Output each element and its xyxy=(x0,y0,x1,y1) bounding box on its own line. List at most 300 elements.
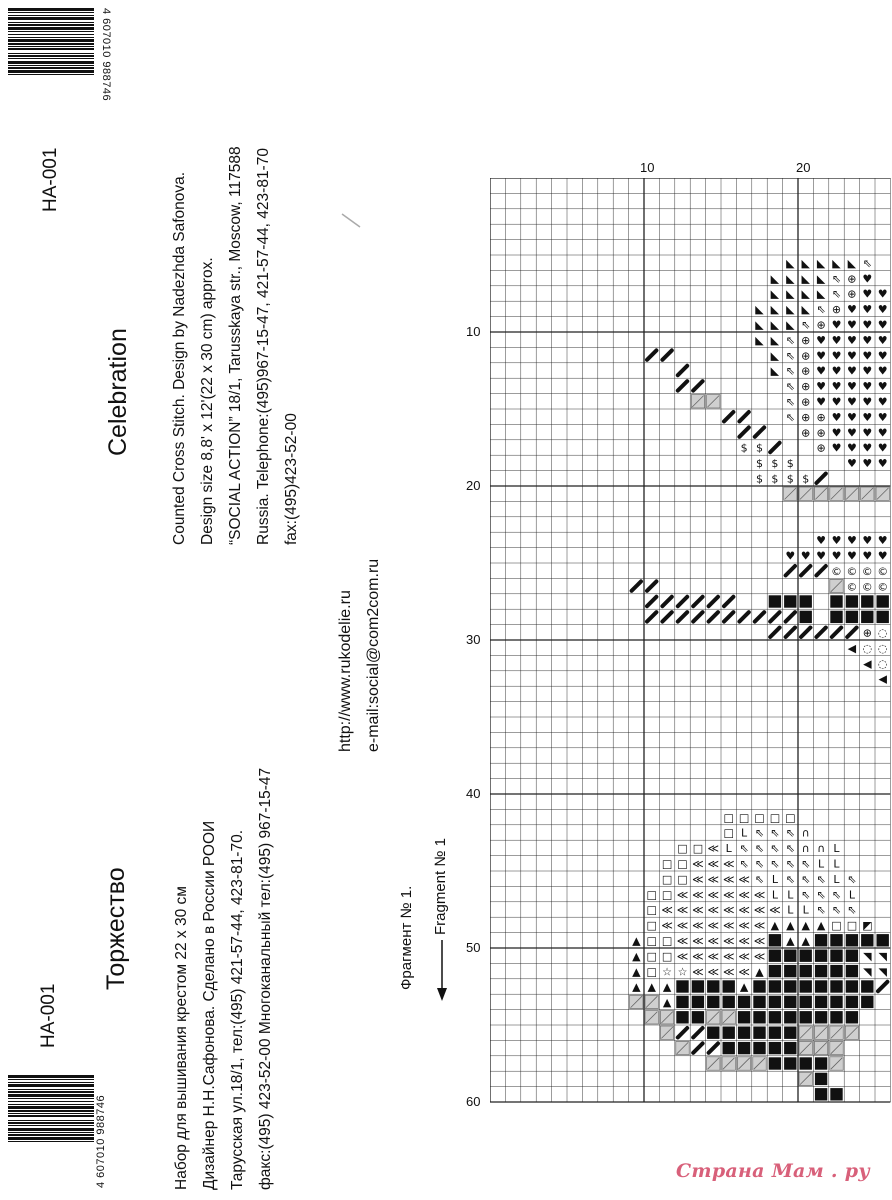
stitch-symbol: ♥ xyxy=(846,549,857,563)
stitch-symbol: ⊕ xyxy=(847,287,857,301)
stitch-solid xyxy=(800,1057,812,1069)
stitch-symbol: ⇖ xyxy=(831,287,842,301)
stitch-symbol: ▲ xyxy=(632,949,641,963)
stitch-symbol: ◥ xyxy=(878,949,887,963)
stitch-symbol: ♥ xyxy=(831,364,842,378)
stitch-symbol: □ xyxy=(646,919,657,933)
stitch-symbol: ♥ xyxy=(877,318,888,332)
stitch-backstitch xyxy=(724,612,733,621)
stitch-solid xyxy=(830,611,842,623)
stitch-solid xyxy=(846,950,858,962)
stitch-solid xyxy=(846,1011,858,1023)
y-tick-label: 30 xyxy=(466,632,481,647)
stitch-symbol: ≪ xyxy=(753,934,766,948)
stitch-symbol: ♥ xyxy=(877,549,888,563)
stitch-symbol: ◣ xyxy=(755,303,764,317)
stitch-symbol: ▲ xyxy=(662,996,672,1010)
stitch-symbol: ▲ xyxy=(739,980,749,994)
web-info xyxy=(332,559,388,752)
stitch-symbol: ≪ xyxy=(676,919,689,933)
stitch-symbol: ◣ xyxy=(770,333,780,347)
stitch-symbol: ≪ xyxy=(722,919,735,933)
stitch-symbol: ♥ xyxy=(831,426,842,440)
stitch-symbol: ⇖ xyxy=(785,857,795,871)
stitch-symbol: ♥ xyxy=(846,364,857,378)
stitch-symbol: ≪ xyxy=(722,934,735,948)
stitch-solid xyxy=(861,934,873,946)
stitch-symbol: □ xyxy=(661,872,673,886)
stitch-solid xyxy=(830,595,842,607)
stitch-symbol: ♥ xyxy=(816,380,827,394)
stitch-solid xyxy=(877,611,889,623)
stitch-solid xyxy=(815,934,827,946)
stitch-backstitch xyxy=(662,350,671,359)
stitch-symbol: © xyxy=(831,564,842,578)
stitch-symbol: ◌ xyxy=(877,657,888,671)
stitch-symbol: ♥ xyxy=(816,395,827,409)
stitch-symbol: ♥ xyxy=(831,349,842,363)
stitch-solid xyxy=(861,996,873,1008)
stitch-symbol: □ xyxy=(831,919,842,933)
stitch-backstitch xyxy=(632,581,641,590)
email-link[interactable]: e-mail:social@com2com.ru xyxy=(365,558,382,752)
stitch-symbol: L xyxy=(833,842,840,856)
stitch-symbol: ≪ xyxy=(707,842,720,856)
fragment-label-ru: Фрагмент № 1. xyxy=(398,885,415,990)
stitch-symbol: ⇖ xyxy=(754,826,765,840)
stitch-symbol: © xyxy=(861,564,873,578)
stitch-solid xyxy=(800,996,812,1008)
stitch-symbol: ≪ xyxy=(753,949,766,963)
stitch-symbol: ⇖ xyxy=(785,349,795,363)
stitch-solid xyxy=(800,611,812,623)
stitch-symbol: ♥ xyxy=(862,441,873,455)
stitch-symbol: ⇖ xyxy=(739,842,749,856)
stitch-symbol: ◣ xyxy=(755,318,764,332)
stitch-symbol: □ xyxy=(661,888,673,902)
stitch-symbol: ▲ xyxy=(632,934,641,948)
stitch-solid xyxy=(723,1027,735,1039)
stitch-symbol: ☆ xyxy=(677,965,688,979)
stitch-solid xyxy=(846,595,858,607)
stitch-symbol: ⇖ xyxy=(785,395,795,409)
stitch-symbol: L xyxy=(787,903,794,917)
stitch-backstitch xyxy=(739,427,748,436)
stitch-symbol: $ xyxy=(802,472,810,486)
stitch-symbol: □ xyxy=(846,919,858,933)
stitch-backstitch xyxy=(647,612,656,621)
stitch-symbol: ⇖ xyxy=(816,872,826,886)
stitch-solid xyxy=(707,996,719,1008)
stitch-solid xyxy=(769,595,781,607)
stitch-symbol: L xyxy=(771,872,778,886)
stitch-symbol: ♥ xyxy=(877,410,888,424)
stitch-symbol: ◣ xyxy=(816,272,826,286)
info-en-line: Counted Cross Stitch. Design by Nadezhda Safonova. xyxy=(171,171,188,545)
stitch-symbol: ≪ xyxy=(707,965,720,979)
stitch-symbol: ♥ xyxy=(862,318,873,332)
stitch-symbol: ⇖ xyxy=(816,903,826,917)
stitch-symbol: ≪ xyxy=(707,888,720,902)
stitch-solid xyxy=(830,1088,842,1100)
stitch-symbol: ♥ xyxy=(816,364,827,378)
stitch-symbol: ⇖ xyxy=(801,857,811,871)
stitch-symbol: ◣ xyxy=(770,364,780,378)
stitch-symbol: $ xyxy=(756,457,763,471)
stitch-symbol: ≪ xyxy=(692,888,704,902)
stitch-symbol: □ xyxy=(661,857,673,871)
stitch-solid xyxy=(784,1027,796,1039)
stitch-symbol: ▲ xyxy=(755,965,764,979)
watermark: Страна Мам . ру xyxy=(676,1160,870,1182)
stitch-backstitch xyxy=(801,628,810,637)
stitch-symbol: ⇖ xyxy=(754,857,765,871)
stitch-backstitch xyxy=(770,612,779,621)
product-code-top: HA-001 xyxy=(40,147,61,212)
stitch-symbol: L xyxy=(787,888,794,902)
stitch-backstitch xyxy=(709,1043,718,1052)
stitch-symbol: ⊕ xyxy=(862,626,872,640)
stitch-solid xyxy=(769,980,781,992)
stitch-symbol: L xyxy=(771,888,778,902)
y-tick-label: 60 xyxy=(466,1094,481,1109)
stitch-symbol: ▲ xyxy=(786,934,795,948)
stitch-symbol: □ xyxy=(677,872,688,886)
stitch-symbol: ♥ xyxy=(846,410,857,424)
stitch-symbol: ◣ xyxy=(786,256,795,270)
stitch-symbol: ♥ xyxy=(877,380,888,394)
stitch-symbol: ≪ xyxy=(692,857,704,871)
stitch-solid xyxy=(830,965,842,977)
stitch-symbol: ◀ xyxy=(863,657,872,671)
stitch-symbol: □ xyxy=(677,842,688,856)
stitch-symbol: □ xyxy=(738,811,750,825)
stitch-symbol: ▲ xyxy=(632,980,641,994)
arrow-down-icon xyxy=(434,940,450,1002)
stitch-symbol: ◣ xyxy=(847,256,857,270)
stitch-symbol: L xyxy=(818,857,825,871)
stitch-symbol: $ xyxy=(756,472,763,486)
stitch-solid xyxy=(738,1011,750,1023)
stitch-backstitch xyxy=(647,581,656,590)
stitch-symbol: ♥ xyxy=(862,303,873,317)
stitch-symbol: ▲ xyxy=(662,980,672,994)
stitch-symbol: ♥ xyxy=(862,534,873,548)
stitch-solid xyxy=(830,1011,842,1023)
stitch-solid xyxy=(784,980,796,992)
stitch-symbol: ◀ xyxy=(878,672,887,686)
stitch-backstitch xyxy=(693,597,702,606)
stitch-backstitch xyxy=(662,612,671,621)
stitch-symbol: ≪ xyxy=(707,949,720,963)
barcode-top-digits: 4 607010 988746 xyxy=(100,8,112,102)
stitch-symbol: □ xyxy=(723,811,734,825)
stitch-symbol: ♥ xyxy=(846,380,857,394)
stitch-symbol: L xyxy=(833,872,840,886)
stitch-backstitch xyxy=(678,381,687,390)
stitch-solid xyxy=(676,980,688,992)
barcode-top xyxy=(8,8,94,120)
stitch-symbol: ≪ xyxy=(707,857,720,871)
stitch-symbol: ♥ xyxy=(816,534,827,548)
stitch-symbol: ≪ xyxy=(707,934,720,948)
stitch-solid xyxy=(723,980,735,992)
stitch-backstitch xyxy=(786,566,795,575)
stitch-symbol: ⊕ xyxy=(801,364,811,378)
stitch-symbol: ⊕ xyxy=(801,349,811,363)
stitch-symbol: ▲ xyxy=(786,919,795,933)
stitch-symbol: ♥ xyxy=(816,349,827,363)
info-en xyxy=(166,146,306,545)
stitch-symbol: ◀ xyxy=(847,641,857,655)
stitch-symbol: ♥ xyxy=(831,395,842,409)
stitch-backstitch xyxy=(693,1028,702,1037)
stitch-backstitch xyxy=(709,612,718,621)
stitch-symbol: ♥ xyxy=(846,426,857,440)
stitch-symbol: ◣ xyxy=(770,272,780,286)
stitch-solid xyxy=(738,1027,750,1039)
stitch-symbol: ◣ xyxy=(801,303,810,317)
stitch-solid xyxy=(784,1042,796,1054)
stitch-backstitch xyxy=(816,566,825,575)
stitch-backstitch xyxy=(724,597,733,606)
stitch-symbol: □ xyxy=(646,965,657,979)
stitch-symbol: □ xyxy=(646,903,657,917)
stitch-symbol: □ xyxy=(754,811,765,825)
stitch-symbol: $ xyxy=(771,472,779,486)
stitch-solid xyxy=(830,950,842,962)
stitch-symbol: ◣ xyxy=(786,318,795,332)
website-link[interactable]: http://www.rukodelie.ru xyxy=(337,590,354,752)
stitch-symbol: ♥ xyxy=(862,457,873,471)
stitch-symbol: ⇖ xyxy=(785,826,795,840)
info-en-line: Design size 8,8' x 12'(22 x 30 cm) approx. xyxy=(199,257,216,545)
stitch-symbol: ⇖ xyxy=(754,842,765,856)
stitch-symbol: ≪ xyxy=(722,903,735,917)
stitch-solid xyxy=(769,1057,781,1069)
stitch-solid xyxy=(769,996,781,1008)
stitch-symbol: ♥ xyxy=(816,549,827,563)
stitch-symbol: ≪ xyxy=(738,872,750,886)
stitch-solid xyxy=(861,611,873,623)
stitch-symbol: ≪ xyxy=(692,903,704,917)
info-en-line: “SOCIAL ACTION” 18/1, Tarusskaya str., Moscow, 117588 xyxy=(227,146,244,545)
stitch-symbol: ◣ xyxy=(816,256,826,270)
stitch-solid xyxy=(815,950,827,962)
stitch-symbol: © xyxy=(846,564,858,578)
stitch-solid xyxy=(877,595,889,607)
cross-stitch-chart xyxy=(490,178,892,1104)
stitch-symbol: ⇖ xyxy=(801,318,811,332)
stitch-symbol: L xyxy=(833,857,840,871)
stitch-solid xyxy=(723,996,735,1008)
stitch-symbol: ⇖ xyxy=(831,903,842,917)
stitch-solid xyxy=(846,965,858,977)
stitch-solid xyxy=(877,934,889,946)
stitch-symbol: ♥ xyxy=(877,395,888,409)
stitch-solid xyxy=(815,980,827,992)
product-code-bottom: HA-001 xyxy=(38,983,59,1048)
stitch-symbol: ♥ xyxy=(831,441,842,455)
stitch-symbol: ◥ xyxy=(878,965,887,979)
stitch-symbol: ⇖ xyxy=(847,872,857,886)
stitch-symbol: □ xyxy=(646,888,657,902)
stitch-solid xyxy=(800,965,812,977)
title-en: Celebration xyxy=(104,328,132,456)
stitch-solid xyxy=(753,1011,765,1023)
stitch-backstitch xyxy=(755,612,764,621)
x-tick-label: 10 xyxy=(640,160,655,175)
stitch-symbol: L xyxy=(848,888,855,902)
stitch-symbol: ◣ xyxy=(786,287,795,301)
stitch-symbol: ◣ xyxy=(755,333,764,347)
stitch-symbol: ⇖ xyxy=(831,888,842,902)
stitch-symbol: ⇖ xyxy=(862,256,872,270)
stitch-symbol: © xyxy=(861,580,873,594)
stitch-backstitch xyxy=(816,474,825,483)
stitch-backstitch xyxy=(662,597,671,606)
stitch-symbol: ♥ xyxy=(846,395,857,409)
stitch-solid xyxy=(800,980,812,992)
stitch-symbol: ⊕ xyxy=(816,426,826,440)
stitch-symbol: ♥ xyxy=(862,380,873,394)
stitch-solid xyxy=(769,1027,781,1039)
stitch-solid xyxy=(769,1042,781,1054)
stitch-symbol: ♥ xyxy=(862,364,873,378)
stitch-symbol: ♥ xyxy=(877,364,888,378)
stitch-symbol: ♥ xyxy=(877,426,888,440)
stitch-symbol: ⇖ xyxy=(770,826,780,840)
stitch-symbol: □ xyxy=(646,949,657,963)
stitch-symbol: ⇖ xyxy=(785,410,795,424)
stitch-symbol: ◣ xyxy=(770,287,780,301)
stitch-symbol: ⊕ xyxy=(847,272,857,286)
stitch-symbol: ♥ xyxy=(831,380,842,394)
stitch-symbol: ⊕ xyxy=(831,303,842,317)
stitch-symbol: ⇖ xyxy=(801,888,811,902)
stitch-symbol: ⇖ xyxy=(739,857,749,871)
stitch-symbol: ♥ xyxy=(862,549,873,563)
stitch-solid xyxy=(692,1011,704,1023)
stitch-backstitch xyxy=(770,628,779,637)
stitch-symbol: ≪ xyxy=(692,949,704,963)
stitch-solid xyxy=(815,1011,827,1023)
stitch-symbol: ☆ xyxy=(662,965,673,979)
stitch-solid xyxy=(692,996,704,1008)
stitch-solid xyxy=(800,950,812,962)
stitch-symbol: ≪ xyxy=(692,965,704,979)
barcode-stripe xyxy=(8,75,94,77)
stitch-symbol: ≪ xyxy=(753,919,766,933)
stitch-symbol: □ xyxy=(677,857,688,871)
stitch-symbol: ≪ xyxy=(738,949,750,963)
info-ru-line: факс:(495) 423-52-00 Многоканальный тел:(495) 967-15-47 xyxy=(257,767,274,1190)
stitch-symbol: ⇖ xyxy=(770,842,780,856)
stitch-symbol: ⇖ xyxy=(847,903,857,917)
stitch-symbol: ⊕ xyxy=(801,380,811,394)
stitch-solid xyxy=(815,996,827,1008)
stitch-symbol: $ xyxy=(786,457,794,471)
stitch-symbol: ⇖ xyxy=(785,364,795,378)
stitch-backstitch xyxy=(693,1043,702,1052)
y-tick-label: 40 xyxy=(466,786,481,801)
stitch-symbol: □ xyxy=(769,811,781,825)
stitch-symbol: □ xyxy=(661,949,673,963)
stitch-backstitch xyxy=(755,427,764,436)
stitch-symbol: ◣ xyxy=(801,287,810,301)
stitch-symbol: ♥ xyxy=(800,549,811,563)
stitch-symbol: ◣ xyxy=(786,272,795,286)
stitch-symbol: ⊕ xyxy=(816,441,826,455)
title-ru: Торжество xyxy=(102,867,130,990)
stitch-symbol: ⇖ xyxy=(770,857,780,871)
stitch-symbol: ≪ xyxy=(753,888,766,902)
x-tick-label: 20 xyxy=(796,160,811,175)
stitch-symbol: ◣ xyxy=(801,256,810,270)
stitch-symbol: ⊕ xyxy=(801,426,811,440)
stitch-backstitch xyxy=(786,628,795,637)
stitch-solid xyxy=(769,965,781,977)
stitch-symbol: ≪ xyxy=(769,903,781,917)
stitch-symbol: ≪ xyxy=(707,919,720,933)
stitch-symbol: ≪ xyxy=(722,965,735,979)
stitch-solid xyxy=(815,1073,827,1085)
stitch-symbol: L xyxy=(802,903,809,917)
stitch-symbol: ◣ xyxy=(832,256,841,270)
stitch-backstitch xyxy=(801,566,810,575)
stitch-symbol: ♥ xyxy=(846,318,857,332)
stitch-backstitch xyxy=(647,350,656,359)
stitch-symbol: ♥ xyxy=(846,441,857,455)
info-ru xyxy=(168,768,280,1190)
stitch-symbol: ▲ xyxy=(632,965,641,979)
barcode-bottom xyxy=(8,1075,94,1187)
stitch-symbol: ♥ xyxy=(816,333,827,347)
stitch-solid xyxy=(707,980,719,992)
stitch-symbol: ♥ xyxy=(831,410,842,424)
stitch-symbol: ⊕ xyxy=(801,395,811,409)
stitch-symbol: ⇖ xyxy=(785,872,795,886)
info-en-line: fax:(495)423-52-00 xyxy=(283,413,300,545)
stitch-symbol: ♥ xyxy=(831,333,842,347)
stitch-solid xyxy=(692,980,704,992)
stitch-solid xyxy=(723,1042,735,1054)
stitch-symbol: ≪ xyxy=(738,888,750,902)
barcode-stripe xyxy=(8,1142,94,1144)
stitch-solid xyxy=(784,950,796,962)
stitch-symbol: ≪ xyxy=(692,934,704,948)
stitch-symbol: ♥ xyxy=(831,549,842,563)
stitch-symbol: ♥ xyxy=(862,395,873,409)
stitch-symbol: ∩ xyxy=(817,842,826,856)
y-tick-label: 20 xyxy=(466,478,481,493)
stitch-solid xyxy=(784,1011,796,1023)
stitch-symbol: ≪ xyxy=(676,934,689,948)
stitch-solid xyxy=(676,996,688,1008)
stitch-symbol: ≪ xyxy=(707,903,720,917)
stitch-symbol: ▲ xyxy=(647,980,656,994)
stitch-solid xyxy=(784,1057,796,1069)
stitch-solid xyxy=(846,611,858,623)
stitch-symbol: ≪ xyxy=(692,919,704,933)
stitch-symbol: L xyxy=(725,842,732,856)
stitch-symbol: ≪ xyxy=(707,872,720,886)
stitch-symbol: ⇖ xyxy=(801,872,811,886)
stitch-symbol: ≪ xyxy=(738,965,750,979)
stitch-solid xyxy=(830,934,842,946)
stitch-backstitch xyxy=(678,1028,687,1037)
stitch-solid xyxy=(846,980,858,992)
